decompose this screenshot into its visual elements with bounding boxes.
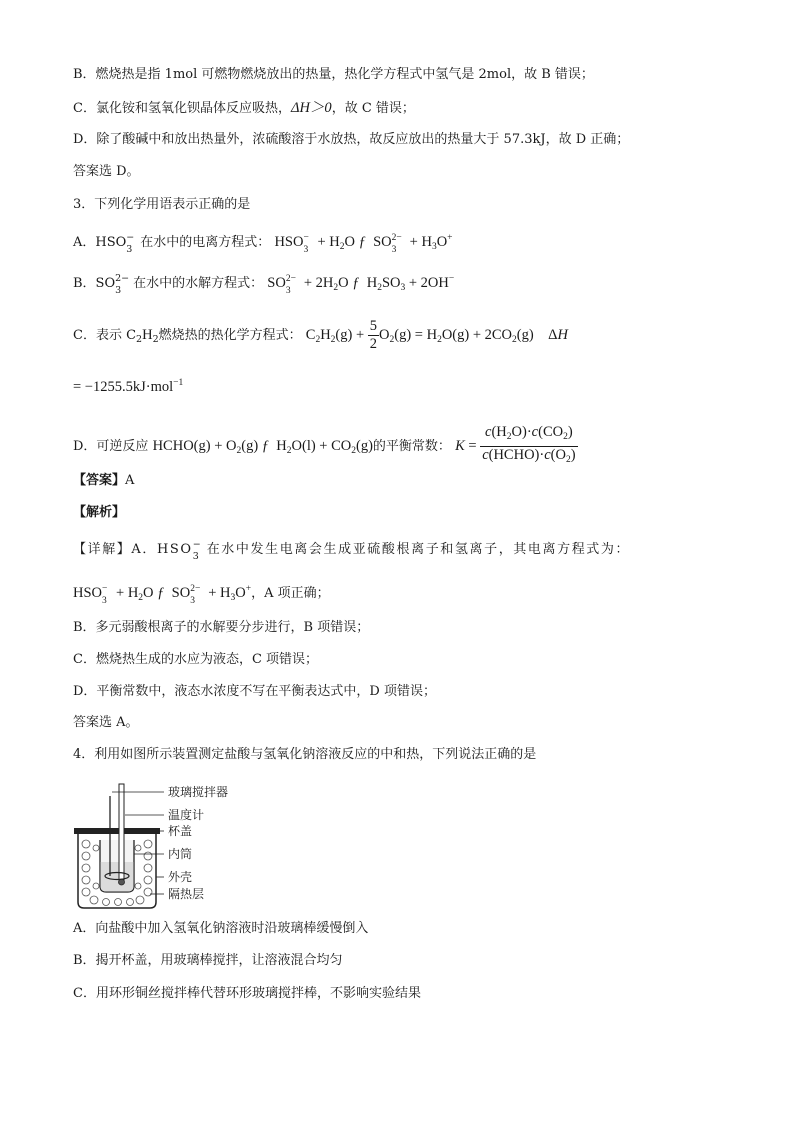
q3-detail-b: B．多元弱酸根离子的水解要分步进行，B 项错误； [73,620,370,635]
q4-stem: 4．利用如图所示装置测定盐酸与氢氧化钠溶液反应的中和热，下列说法正确的是 [73,747,537,762]
q3-detail-a-equation: HSO − 3 + $H_2O$ ƒ SO 2− 3 + $H_3O^+$，A 项正确； [73,584,330,606]
calorimeter-diagram [72,782,272,912]
q2-option-c: C．氯化铵和氢氧化钡晶体反应吸热，ΔH＞0，故 C 错误； [73,100,415,116]
q2-option-d: D．除了酸碱中和放出热量外，浓硫酸溶于水放热，故反应放出的热量大于 57.3kJ，故 D 正确； [73,132,630,147]
q3-option-c: C．表示 $C_2H_2$燃烧热的热化学方程式： $C_2H_2(g)$ + $\frac{5}{2}$ $O_2(g) = H_2O(g) + 2CO_2(g)$ ΔH [73,318,568,352]
q2-answer: 答案选 D。 [73,164,140,179]
q3-option-c-continued: = −1255.5kJ·mol$^{-1}$ [73,378,184,395]
label-outer-shell: 外壳 [168,870,193,884]
q3-option-d: D．可逆反应 HCHO(g) + $O_2(g)$ ƒ $H_2O(l) + CO_2(g)$的平衡常数： K = $\frac{c(H_2O)\cdot c(CO_2)}{c(HCHO)\cdot c(O_2)}$ [73,424,576,465]
label-thermometer: 温度计 [168,808,205,822]
label-inner-cup: 内筒 [168,847,193,861]
q3-detail-a: 【详解】A．HSO − 3 在水中发生电离会生成亚硫酸根离子和氢离子，其电离方程式为： [73,539,631,562]
equation-b: SO 2− 3 + $2H_2O$ ƒ $H_2SO_3 + 2OH^-$ [267,274,455,296]
q3-analysis-tag: 【解析】 [73,505,126,520]
label-insulation: 隔热层 [168,887,205,901]
equation-a: HSO − 3 + $H_2O$ ƒ SO 2− 3 + $H_3O^+$ [274,233,453,255]
q4-option-c: C．用环形铜丝搅拌棒代替环形玻璃搅拌棒，不影响实验结果 [73,986,421,1001]
label-lid: 杯盖 [168,824,193,838]
q4-option-a: A．向盐酸中加入氢氧化钠溶液时沿玻璃棒缓慢倒入 [73,921,369,936]
q3-option-b: B．SO 2− 3 在水中的水解方程式： SO 2− 3 + $2H_2O$ ƒ $H_2SO_3 + 2OH^-$ [73,273,455,296]
q2-option-b: B．燃烧热是指 1mol 可燃物燃烧放出的热量，热化学方程式中氢气是 2mol，故 B 错误； [73,67,594,82]
q3-answer: 答案选 A。 [73,715,139,730]
equation-c: $C_2H_2(g)$ + $\frac{5}{2}$ $O_2(g) = H_2O(g) + 2CO_2(g)$ ΔH [305,318,568,352]
q3-option-a: A．HSO − 3 在水中的电离方程式： HSO − 3 + $H_2O$ ƒ SO 2− 3 + $H_3O^+$ [73,232,453,255]
q3-answer-line: 【答案】A [73,473,135,488]
q3-stem: 3．下列化学用语表示正确的是 [73,197,251,212]
q4-option-b: B．揭开杯盖，用玻璃棒搅拌，让溶液混合均匀 [73,953,343,968]
q3-detail-c: C．燃烧热生成的水应为液态，C 项错误； [73,652,319,667]
equilibrium-constant: K = $\frac{c(H_2O)\cdot c(CO_2)}{c(HCHO)\cdot c(O_2)}$ [455,424,576,465]
label-glass-stirrer: 玻璃搅拌器 [168,785,229,799]
q3-detail-d: D．平衡常数中，液态水浓度不写在平衡表达式中，D 项错误； [73,684,436,699]
equation-d: HCHO(g) + $O_2(g)$ ƒ $H_2O(l) + CO_2(g)$ [152,437,373,456]
